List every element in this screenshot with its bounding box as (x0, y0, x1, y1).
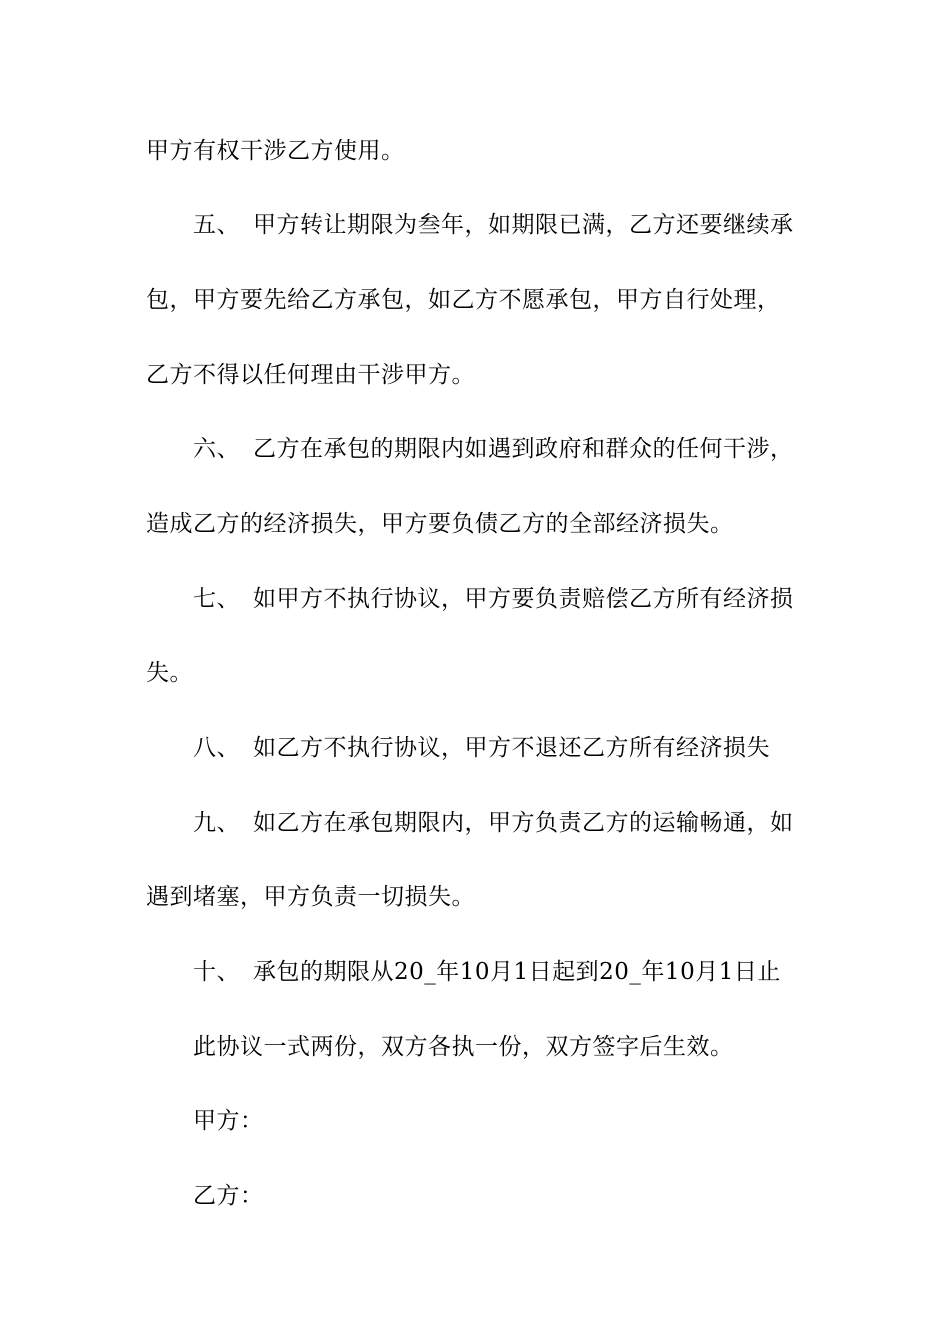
paragraph-line: 包，甲方要先给乙方承包，如乙方不愿承包，甲方自行处理， (146, 287, 781, 313)
party-b-signature-label: 乙方： (193, 1183, 264, 1209)
paragraph-line: 甲方有权干涉乙方使用。 (146, 138, 405, 164)
clause-10-line (193, 957, 781, 987)
paragraph-line: 乙方不得以任何理由干涉甲方。 (146, 362, 475, 388)
clause-number: 八、 (193, 735, 240, 761)
clause-number: 六、 (193, 436, 240, 462)
clause-text: 承包的期限从20_年10月1日起到20_年10月1日止 (253, 959, 781, 985)
paragraph-line: 失。 (146, 660, 193, 686)
clause-9-line (193, 808, 794, 838)
party-a-signature-label: 甲方： (193, 1108, 264, 1134)
clause-text: 如乙方不执行协议，甲方不退还乙方所有经济损失 (253, 735, 770, 761)
clause-6-line (193, 434, 794, 464)
clause-text: 乙方在承包的期限内如遇到政府和群众的任何干涉， (253, 436, 794, 462)
clause-text: 如乙方在承包期限内，甲方负责乙方的运输畅通，如 (253, 810, 794, 836)
clause-5-line (193, 210, 794, 240)
clause-text: 甲方转让期限为叁年，如期限已满，乙方还要继续承 (253, 212, 794, 238)
clause-number: 十、 (193, 959, 240, 985)
clause-number: 七、 (193, 586, 240, 612)
clause-number: 九、 (193, 810, 240, 836)
validity-statement: 此协议一式两份，双方各执一份，双方签字后生效。 (193, 1034, 734, 1060)
clause-8-line (193, 733, 770, 763)
paragraph-line: 遇到堵塞，甲方负责一切损失。 (146, 884, 475, 910)
clause-text: 如甲方不执行协议，甲方要负责赔偿乙方所有经济损 (253, 586, 794, 612)
clause-number: 五、 (193, 212, 240, 238)
clause-7-line (193, 584, 794, 614)
paragraph-line: 造成乙方的经济损失，甲方要负债乙方的全部经济损失。 (146, 511, 734, 537)
